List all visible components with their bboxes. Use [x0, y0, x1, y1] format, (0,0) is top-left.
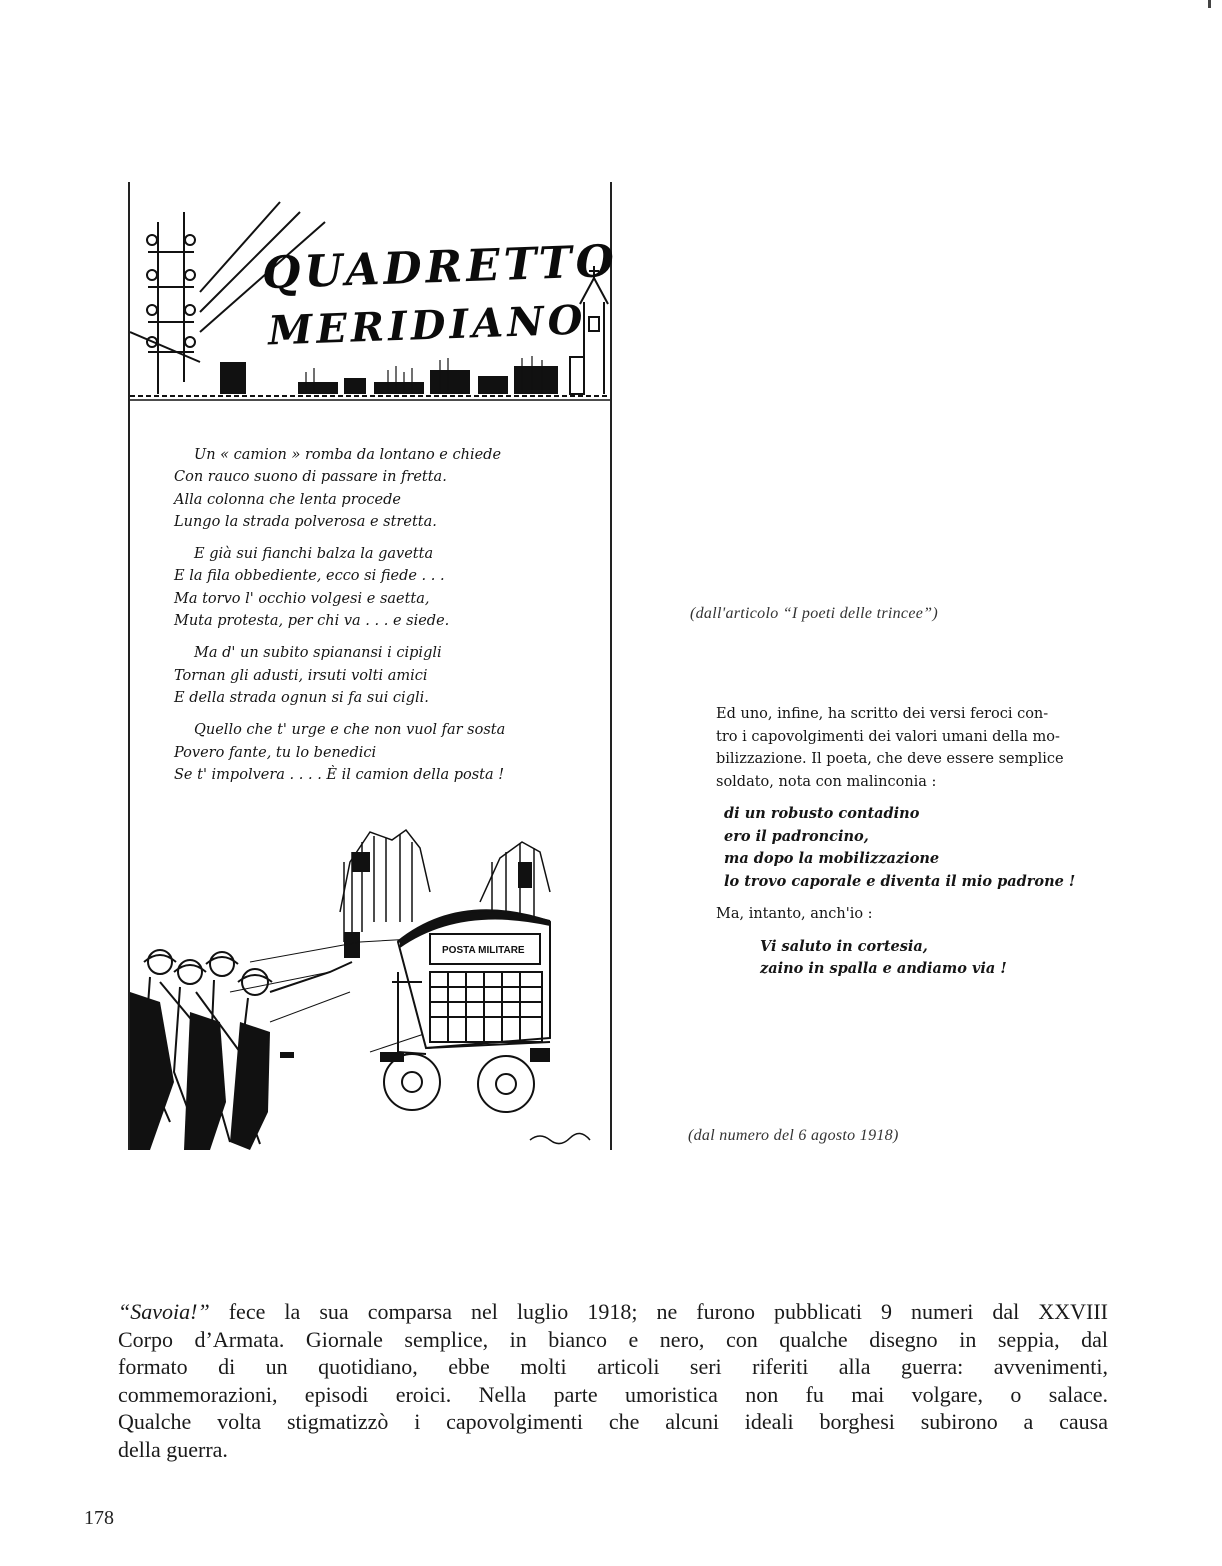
poem-line: Ma d' un subito spianansi i cipigli: [194, 645, 442, 662]
article-line: tro i capovolgimenti dei valori umani della mo-: [716, 728, 1060, 745]
clipping-title-line-1: QUADRETTO: [261, 235, 619, 300]
article-intro: [716, 703, 1122, 793]
page-number: 178: [84, 1507, 114, 1529]
article-line: Ed uno, infine, ha scritto dei versi feroci con-: [716, 706, 1049, 722]
newspaper-title: “Savoia!”: [118, 1299, 210, 1324]
clipping-title-line-2: MERIDIANO: [267, 296, 588, 355]
article-line: bilizzazione. Il poeta, che deve essere semplice: [716, 751, 1064, 767]
poem-stanza-4: [174, 719, 594, 786]
military-truck-drawing: [130, 822, 610, 1150]
newspaper-clipping: [128, 182, 619, 1150]
poem-line: E della strada ognun si fa sui cigli.: [174, 689, 429, 706]
body-line: della guerra.: [118, 1436, 228, 1462]
body-line-rest: fece la sua comparsa nel luglio 1918; ne furono pubblicati 9 numeri dal XXVIII: [209, 1299, 1108, 1324]
poem-line: Con rauco suono di passare in fretta.: [174, 469, 447, 486]
article-caption: (dall'articolo “I poeti delle trincee”): [690, 605, 938, 622]
poem-line: Tornan gli adusti, irsuti volti amici: [174, 667, 428, 684]
poem-line: Se t' impolvera . . . . È il camion della posta !: [174, 766, 505, 783]
body-line: commemorazioni, episodi eroici. Nella parte umoristica non fu mai volgare, o salace.: [118, 1381, 1108, 1407]
poem-stanza-1: [174, 444, 594, 533]
poem-line: Alla colonna che lenta procede: [174, 491, 401, 508]
body-line: Qualche volta stigmatizzò i capovolgimenti che alcuni ideali borghesi subirono a causa: [118, 1409, 1108, 1435]
article-verse-2: [760, 936, 1122, 981]
verse-line: lo trovo caporale e diventa il mio padrone !: [724, 872, 1076, 890]
article-middle-line: Ma, intanto, anch'io :: [716, 906, 873, 922]
truck-illustration: [130, 822, 610, 1150]
issue-caption: (dal numero del 6 agosto 1918): [688, 1127, 899, 1144]
poem-line: E già sui fianchi balza la gavetta: [194, 546, 434, 563]
article-verse-1: [724, 803, 1122, 893]
poem-line: Un « camion » romba da lontano e chiede: [194, 447, 502, 463]
truck-sign-text: POSTA MILITARE: [442, 945, 525, 956]
article-excerpt: [716, 703, 1122, 981]
poem-line: Lungo la strada polverosa e stretta.: [174, 513, 437, 530]
poem-line: E la fila obbediente, ecco si fiede . . .: [174, 568, 445, 585]
clipping-masthead: [130, 182, 619, 408]
poem: [174, 444, 594, 796]
verse-line: di un robusto contadino: [724, 805, 920, 822]
body-line: Corpo d’Armata. Giornale semplice, in bianco e nero, con qualche disegno in seppia, dal: [118, 1326, 1108, 1352]
poem-line: Ma torvo l' occhio volgesi e saetta,: [174, 590, 430, 607]
verse-line: ero il padroncino,: [724, 827, 869, 845]
poem-stanza-2: [174, 543, 594, 632]
poem-line: Povero fante, tu lo benedici: [174, 744, 377, 761]
poem-line: Quello che t' urge e che non vuol far sosta: [194, 722, 506, 739]
verse-line: Vi saluto in cortesia,: [760, 937, 928, 955]
corner-mark: [1208, 0, 1211, 8]
verse-line: zaino in spalla e andiamo via !: [760, 960, 1007, 977]
body-line: formato di un quotidiano, ebbe molti articoli seri riferiti alla guerra: avvenimenti,: [118, 1354, 1108, 1380]
article-line: soldato, nota con malinconia :: [716, 773, 937, 790]
poem-stanza-3: [174, 642, 594, 709]
body-paragraph: [118, 1298, 1108, 1464]
body-line: [118, 1298, 1108, 1326]
verse-line: ma dopo la mobilizzazione: [724, 850, 940, 867]
poem-line: Muta protesta, per chi va . . . e siede.: [174, 613, 450, 630]
